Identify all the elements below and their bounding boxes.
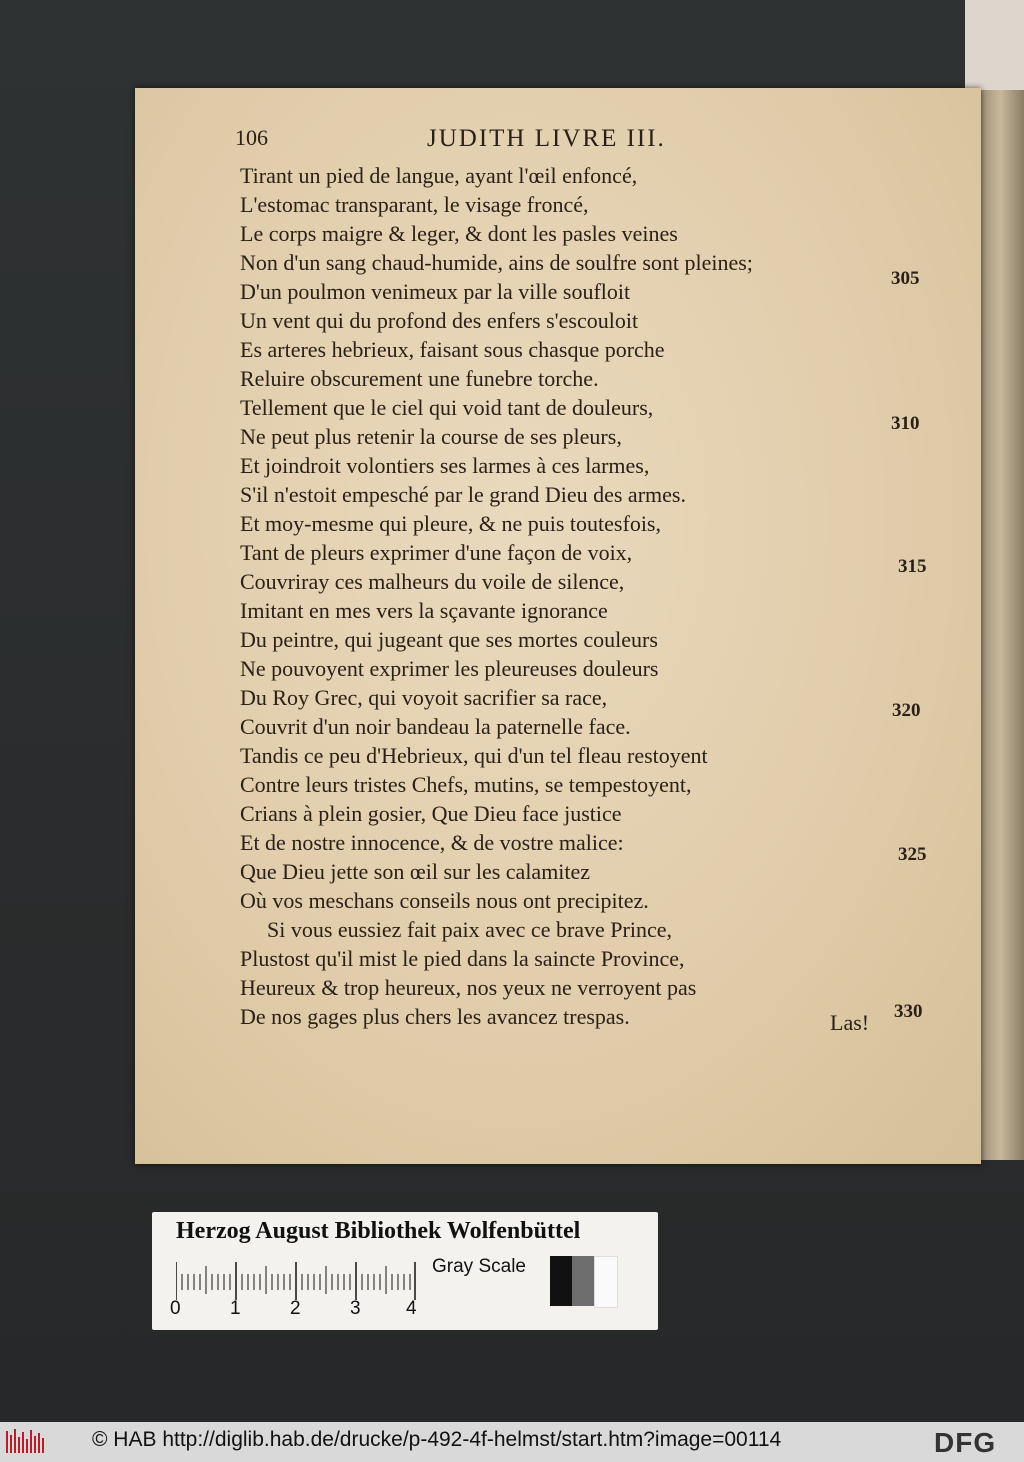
verse-line: Si vous eussiez fait paix avec ce brave Prince,: [267, 917, 673, 942]
verse-line: Que Dieu jette son œil sur les calamitez: [240, 859, 591, 884]
verse-line: Couvrit d'un noir bandeau la paternelle face.: [240, 714, 631, 739]
ruler-number: 3: [350, 1298, 361, 1319]
hab-logo-icon: [6, 1429, 46, 1455]
verse-line: Le corps maigre & leger, & dont les pasles veines: [240, 221, 678, 246]
catchword: Las!: [830, 1010, 870, 1035]
verse-line: Du peintre, qui jugeant que ses mortes couleurs: [240, 627, 658, 652]
page-header: [135, 125, 981, 161]
verse-line: Crians à plein gosier, Que Dieu face justice: [240, 801, 622, 826]
ruler-number: 2: [290, 1298, 301, 1319]
gray-swatch-mid: [572, 1256, 594, 1306]
scan-margin: [965, 0, 1024, 90]
verse-line: Plustost qu'il mist le pied dans la saincte Province,: [240, 946, 685, 971]
verse-line: Tellement que le ciel qui void tant de douleurs,: [240, 395, 654, 420]
copyright-url[interactable]: © HAB http://diglib.hab.de/drucke/p-492-4f-helmst/start.htm?image=00114: [92, 1428, 782, 1451]
book-page: [135, 88, 981, 1164]
ruler-number: 0: [170, 1298, 181, 1319]
verse-text: [240, 161, 890, 1031]
verse-line: Contre leurs tristes Chefs, mutins, se tempestoyent,: [240, 772, 692, 797]
verse-line: L'estomac transparant, le visage froncé,: [240, 192, 589, 217]
verse-line: Non d'un sang chaud-humide, ains de soulfre sont pleines;: [240, 250, 753, 275]
page-number: 106: [235, 125, 268, 150]
verse-line: Du Roy Grec, qui voyoit sacrifier sa race,: [240, 685, 608, 710]
verse-line: Reluire obscurement une funebre torche.: [240, 366, 599, 391]
dfg-logo: DFG: [934, 1427, 997, 1458]
verse-line: Et moy-mesme qui pleure, & ne puis toutesfois,: [240, 511, 661, 536]
gray-swatch-black: [550, 1256, 572, 1306]
verse-line: Et joindroit volontiers ses larmes à ces larmes,: [240, 453, 650, 478]
verse-line: Où vos meschans conseils nous ont precipitez.: [240, 888, 649, 913]
footer-bar: [0, 1422, 1024, 1462]
library-color-card: [152, 1212, 658, 1330]
line-number: 325: [898, 844, 927, 865]
gray-swatch-white: [594, 1256, 618, 1308]
verse-line: Couvriray ces malheurs du voile de silence,: [240, 569, 625, 594]
verse-line: Es arteres hebrieux, faisant sous chasque porche: [240, 337, 665, 362]
verse-line: Imitant en mes vers la sçavante ignorance: [240, 598, 608, 623]
verse-line: Heureux & trop heureux, nos yeux ne verroyent pas: [240, 975, 697, 1000]
line-number: 315: [898, 556, 927, 577]
verse-line: S'il n'estoit empesché par le grand Dieu des armes.: [240, 482, 686, 507]
verse-line: Un vent qui du profond des enfers s'escouloit: [240, 308, 639, 333]
verse-line: Tirant un pied de langue, ayant l'œil enfoncé,: [240, 163, 638, 188]
line-number: 310: [891, 413, 920, 434]
scale-ruler: [176, 1260, 416, 1300]
library-name: Herzog August Bibliothek Wolfenbüttel: [176, 1218, 581, 1244]
gray-scale-label: Gray Scale: [432, 1256, 526, 1277]
verse-line: Tandis ce peu d'Hebrieux, qui d'un tel fleau restoyent: [240, 743, 708, 768]
verse-line: Ne peut plus retenir la course de ses pleurs,: [240, 424, 622, 449]
verse-line: De nos gages plus chers les avancez trespas.: [240, 1004, 630, 1029]
ruler-number: 4: [406, 1298, 417, 1319]
running-title: JUDITH LIVRE III.: [427, 125, 666, 152]
ruler-number: 1: [230, 1298, 241, 1319]
verse-line: Et de nostre innocence, & de vostre malice:: [240, 830, 624, 855]
verse-line: D'un poulmon venimeux par la ville soufloit: [240, 279, 631, 304]
verse-line: Ne pouvoyent exprimer les pleureuses douleurs: [240, 656, 659, 681]
line-number: 330: [894, 1001, 923, 1022]
verse-line: Tant de pleurs exprimer d'une façon de voix,: [240, 540, 633, 565]
line-number: 305: [891, 268, 920, 289]
line-number: 320: [892, 700, 921, 721]
